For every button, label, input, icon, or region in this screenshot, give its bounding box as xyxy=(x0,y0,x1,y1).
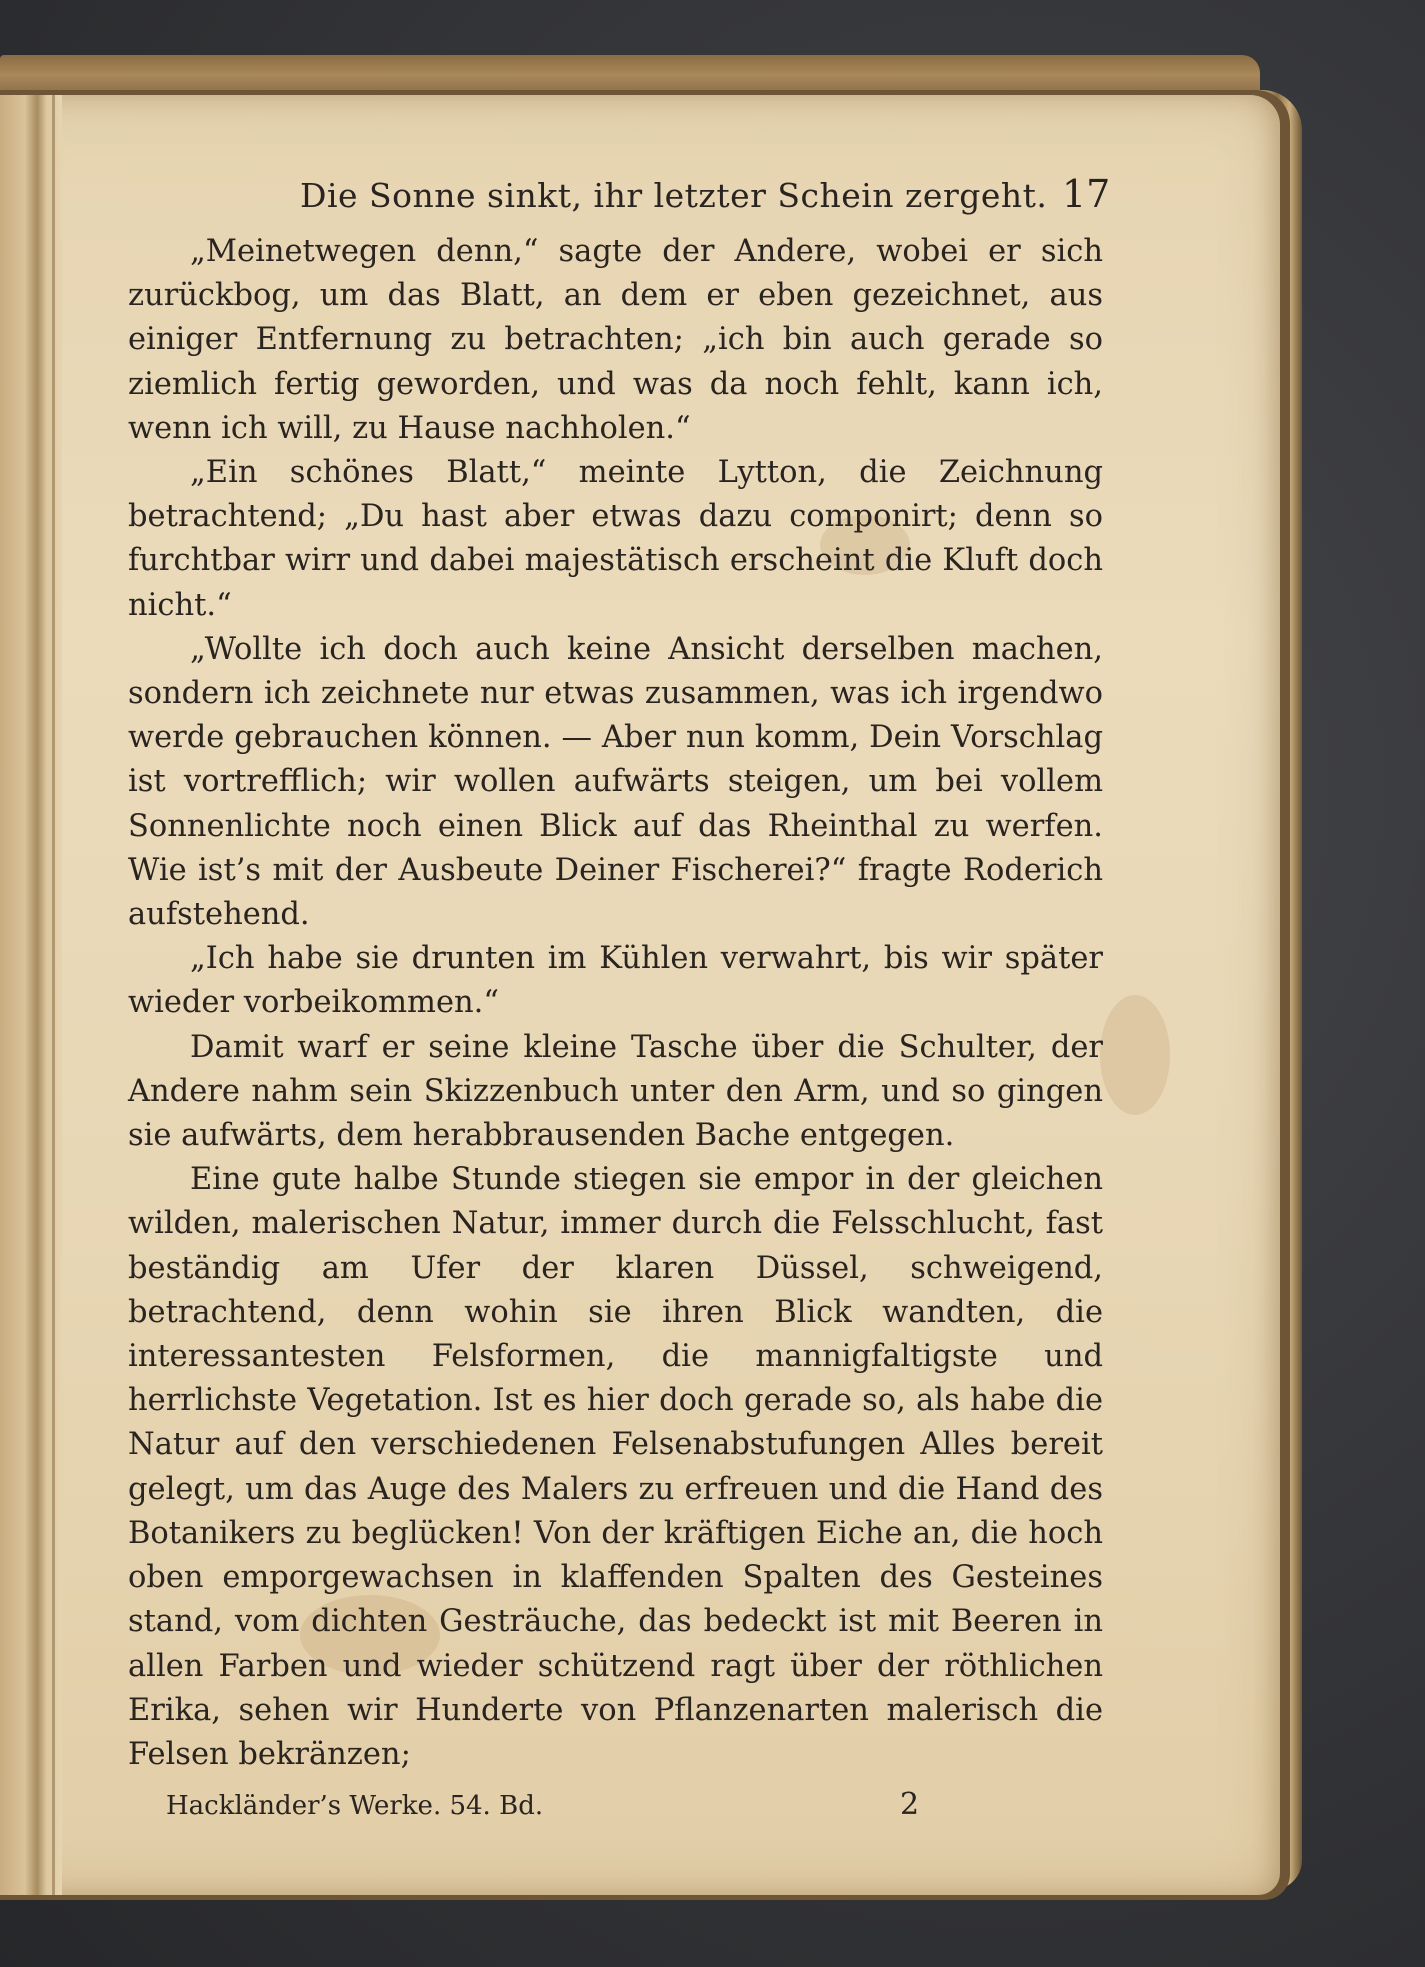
footer-volume-note: Hackländer’s Werke. 54. Bd. xyxy=(166,1791,544,1822)
page-footer xyxy=(128,1787,1103,1831)
page-text-block xyxy=(128,170,1111,1831)
page-header xyxy=(128,170,1111,230)
page-number: 17 xyxy=(1062,172,1111,216)
running-title: Die Sonne sinkt, ihr letzter Schein zergeht. xyxy=(300,176,1048,215)
paragraph: „Ich habe sie drunten im Kühlen verwahrt, bis wir später wieder vorbeikommen.“ xyxy=(128,941,1103,1021)
paragraph: „Ein schönes Blatt,“ meinte Lytton, die Zeichnung betrachtend; „Du hast aber etwas dazu componirt; denn so furchtbar wirr und dabei majestätisch erscheint die Kluft doch nicht.“ xyxy=(128,455,1103,623)
paragraph: „Wollte ich doch auch keine Ansicht derselben machen, sondern ich zeichnete nur etwas zusammen, was ich irgendwo werde gebrauchen können. — Aber nun komm, Dein Vorschlag ist vortrefflich; wir wollen aufwärts steigen, um bei vollem Sonnenlichte noch einen Blick auf das Rheinthal zu werfen. Wie ist’s mit der Ausbeute Deiner Fischerei?“ fragte Roderich aufstehend. xyxy=(128,631,1103,933)
paper-stain xyxy=(1100,995,1170,1115)
paragraph: Eine gute halbe Stunde stiegen sie empor in der gleichen wilden, malerischen Natur, immer durch die Felsschlucht, fast beständig am Ufer der klaren Düssel, schweigend, betrachtend, denn wohin sie ihren Blick wandten, die interessantesten Felsformen, die mannigfaltigste und herrlichste Vegetation. Ist es hier doch gerade so, als habe die Natur auf den verschiedenen Felsenabstufungen Alles bereit gelegt, um das Auge des Malers zu erfreuen und die Hand des Botanikers zu beglücken! Von der kräftigen Eiche an, die hoch oben emporgewachsen in klaffenden Spalten des Gesteines stand, vom dichten Gesträuche, das bedeckt ist mit Beeren in allen Farben und wieder schützend ragt über der röthlichen Erika, sehen wir Hunderte von Pflanzenarten malerisch die Felsen bekränzen; xyxy=(128,1162,1103,1772)
footer-signature-mark: 2 xyxy=(900,1787,920,1823)
paragraph: Damit warf er seine kleine Tasche über die Schulter, der Andere nahm sein Skizzenbuch unter den Arm, und so gingen sie aufwärts, dem herabbrausenden Bache entgegen. xyxy=(128,1029,1103,1154)
paragraph: „Meinetwegen denn,“ sagte der Andere, wobei er sich zurückbog, um das Blatt, an dem er eben gezeichnet, aus einiger Entfernung zu betrachten; „ich bin auch gerade so ziemlich fertig geworden, und was da noch fehlt, kann ich, wenn ich will, zu Hause nachholen.“ xyxy=(128,234,1103,446)
binding-fold-line xyxy=(52,95,55,1895)
body-text xyxy=(128,230,1103,1777)
